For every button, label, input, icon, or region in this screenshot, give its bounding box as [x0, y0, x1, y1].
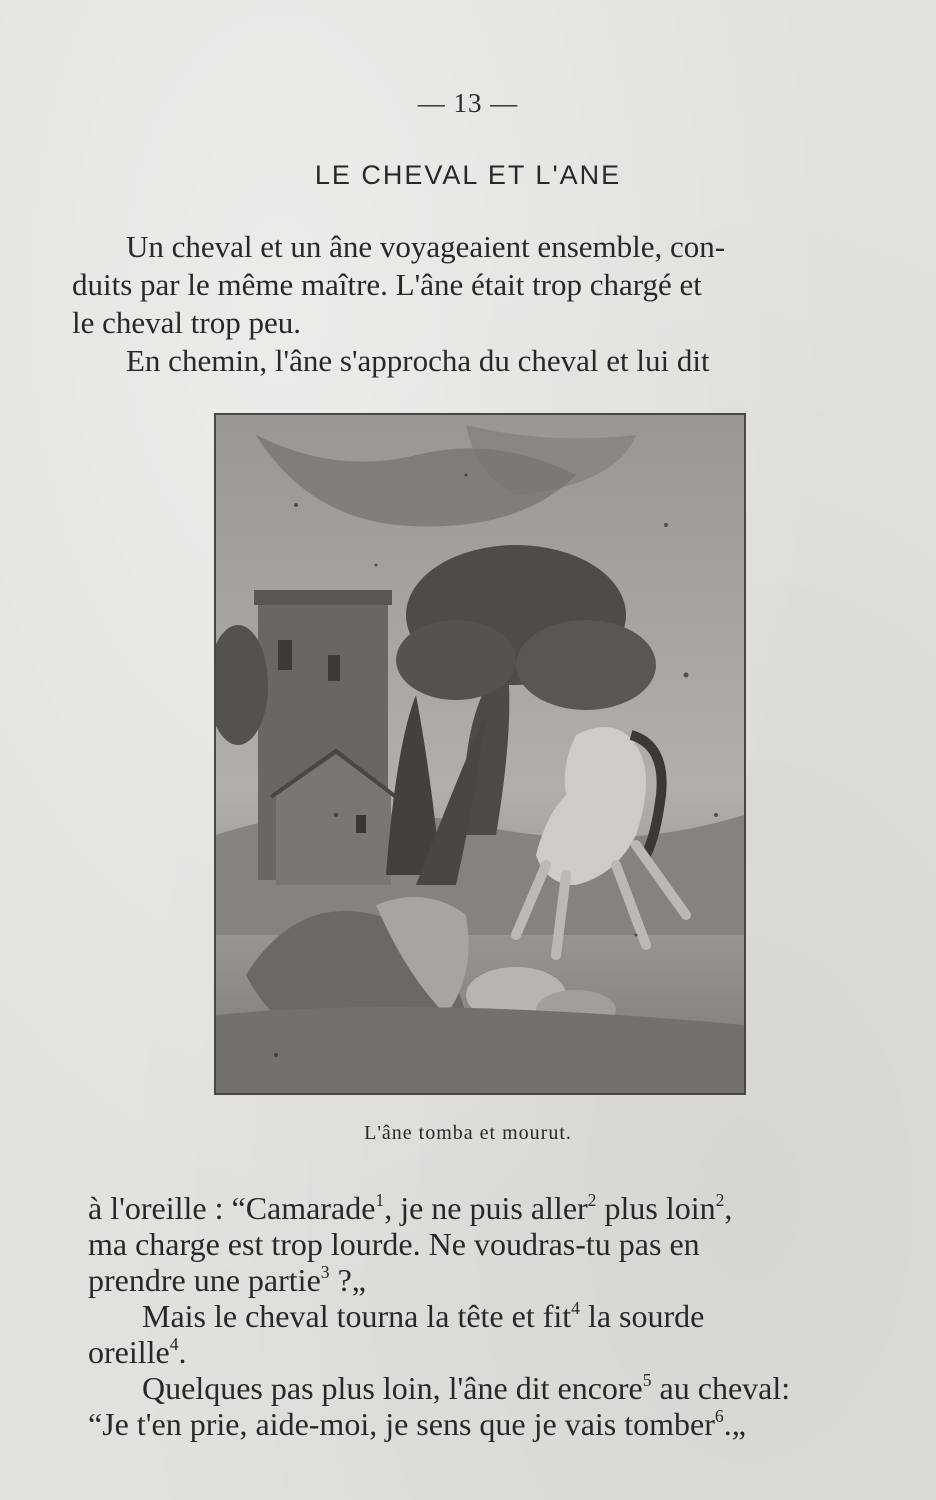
footnote-ref: 1: [375, 1189, 385, 1210]
footnote-ref: 2: [587, 1189, 597, 1210]
intro-text: [72, 228, 847, 380]
illustration: [214, 413, 746, 1095]
fable-continuation: [88, 1190, 864, 1442]
page-number: — 13 —: [417, 88, 519, 118]
text-line: à l'oreille : “Camarade$^1$, je ne puis aller$^2$ plus loin$^2$,: [88, 1189, 733, 1226]
fable-title: LE CHEVAL ET L'ANE: [314, 160, 622, 190]
text-line: Quelques pas plus loin, l'âne dit encore$^5$ au cheval:: [142, 1369, 791, 1406]
footnote-ref: 3: [320, 1261, 330, 1282]
text-line: oreille$^4$.: [88, 1333, 187, 1370]
text-line: “Je t'en prie, aide-moi, je sens que je vais tomber$^6$.„: [88, 1405, 746, 1442]
illustration-horse-and-donkey: [216, 415, 744, 1093]
footnote-ref: 5: [642, 1369, 652, 1390]
text-line: le cheval trop peu.: [72, 305, 301, 340]
footnote-ref: 4: [571, 1297, 580, 1318]
text-line: Un cheval et un âne voyageaient ensemble, con-: [126, 229, 726, 264]
footnote-ref: 4: [169, 1333, 179, 1354]
illustration-caption: L'âne tomba et mourut.: [364, 1122, 572, 1144]
text-line: prendre une partie$^3$ ?„: [88, 1261, 366, 1298]
footnote-ref: 2: [715, 1189, 725, 1210]
text-line: ma charge est trop lourde. Ne voudras-tu pas en: [88, 1226, 700, 1262]
text-line: Mais le cheval tourna la tête et fit$^4$ la sourde: [142, 1297, 705, 1334]
text-line: En chemin, l'âne s'approcha du cheval et lui dit: [126, 343, 710, 378]
text-line: duits par le même maître. L'âne était trop chargé et: [72, 267, 702, 302]
footnote-ref: 6: [714, 1405, 724, 1426]
